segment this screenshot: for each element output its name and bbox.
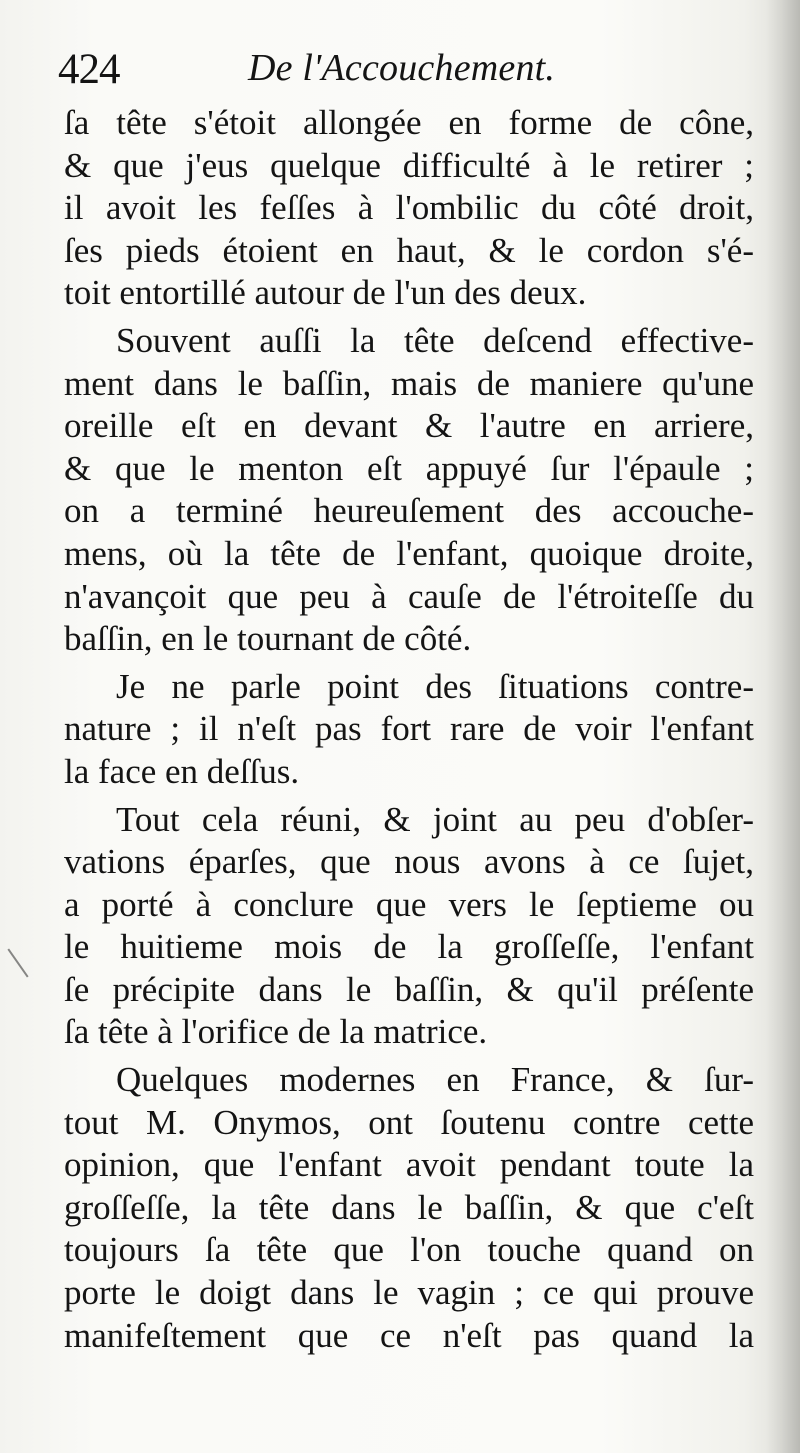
paragraph-3 (64, 666, 754, 794)
text-line (64, 618, 754, 661)
text-line (64, 1187, 754, 1230)
text-line-content: mens, où la tête de l'enfant, quoique droite, (64, 533, 754, 573)
text-line (64, 187, 754, 230)
text-line-content: tout M. Onymos, ont ſoutenu contre cette (64, 1102, 754, 1142)
text-line-content: Souvent auſſi la tête deſcend effective- (116, 320, 754, 360)
text-line (64, 708, 754, 751)
text-line (64, 320, 754, 363)
running-title: De l'Accouchement. (248, 47, 556, 89)
text-line-content: ment dans le baſſin, mais de maniere qu'une (64, 363, 754, 403)
text-line-content: la face en deſſus. (64, 751, 300, 791)
text-line (64, 926, 754, 969)
text-line (64, 102, 754, 145)
text-line-content: n'avançoit que peu à cauſe de l'étroiteſſe du (64, 576, 754, 616)
margin-mark (7, 949, 28, 978)
text-line (64, 969, 754, 1012)
text-line-content: vations éparſes, que nous avons à ce ſujet, (64, 842, 754, 882)
text-line-content: ſes pieds étoient en haut, & le cordon s'é- (64, 230, 754, 270)
text-line (64, 841, 754, 884)
paragraph-2 (64, 320, 754, 661)
text-line-content: Tout cela réuni, & joint au peu d'obſer- (116, 799, 754, 839)
page-number: 424 (58, 46, 120, 93)
text-line-content: le huitieme mois de la groſſeſſe, l'enfant (64, 927, 754, 967)
text-line-content: a porté à conclure que vers le ſeptieme ou (64, 884, 754, 924)
text-line-content: ſa tête à l'orifice de la matrice. (64, 1012, 488, 1052)
text-line-content: ſe précipite dans le baſſin, & qu'il préſente (64, 969, 754, 1009)
text-line (64, 1059, 754, 1102)
text-line (64, 363, 754, 406)
text-line-content: toujours ſa tête que l'on touche quand on (64, 1230, 754, 1270)
paragraph-4 (64, 799, 754, 1055)
text-line (64, 884, 754, 927)
text-line-content: Quelques modernes en France, & ſur- (116, 1060, 754, 1100)
text-line (64, 1272, 754, 1315)
text-line-content: il avoit les feſſes à l'ombilic du côté droit, (64, 188, 754, 228)
text-line-content: porte le doigt dans le vagin ; ce qui prouve (64, 1273, 754, 1313)
page-header (58, 42, 748, 100)
text-line (64, 751, 754, 794)
text-line-content: opinion, que l'enfant avoit pendant toute la (64, 1145, 754, 1185)
text-line-content: groſſeſſe, la tête dans le baſſin, & que c'eſt (64, 1187, 754, 1227)
text-line (64, 1102, 754, 1145)
text-line (64, 490, 754, 533)
text-line-content: baſſin, en le tournant de côté. (64, 619, 472, 659)
text-line-content: nature ; il n'eſt pas fort rare de voir l'enfant (64, 709, 754, 749)
text-line (64, 405, 754, 448)
text-line (64, 272, 754, 315)
text-line (64, 1144, 754, 1187)
text-line (64, 576, 754, 619)
main-text (64, 102, 754, 1357)
text-line (64, 1315, 754, 1358)
text-line (64, 230, 754, 273)
text-line-content: on a terminé heureuſement des accouche- (64, 491, 754, 531)
paragraph-5 (64, 1059, 754, 1357)
text-line (64, 799, 754, 842)
text-line (64, 1229, 754, 1272)
text-line-content: oreille eſt en devant & l'autre en arriere, (64, 406, 754, 446)
text-line-content: manifeſtement que ce n'eſt pas quand la (64, 1315, 754, 1355)
paragraph-1 (64, 102, 754, 315)
text-line (64, 448, 754, 491)
text-line-content: ſa tête s'étoit allongée en forme de cône, (64, 103, 754, 142)
page-gutter-shadow (766, 0, 800, 1453)
text-line-content: & que le menton eſt appuyé ſur l'épaule ; (64, 448, 754, 488)
text-line (64, 145, 754, 188)
text-line (64, 666, 754, 709)
text-line (64, 1011, 754, 1054)
text-line (64, 533, 754, 576)
text-line-content: toit entortillé autour de l'un des deux. (64, 273, 587, 313)
text-line-content: Je ne parle point des ſituations contre- (116, 666, 754, 706)
text-line-content: & que j'eus quelque difficulté à le retirer ; (64, 145, 754, 185)
